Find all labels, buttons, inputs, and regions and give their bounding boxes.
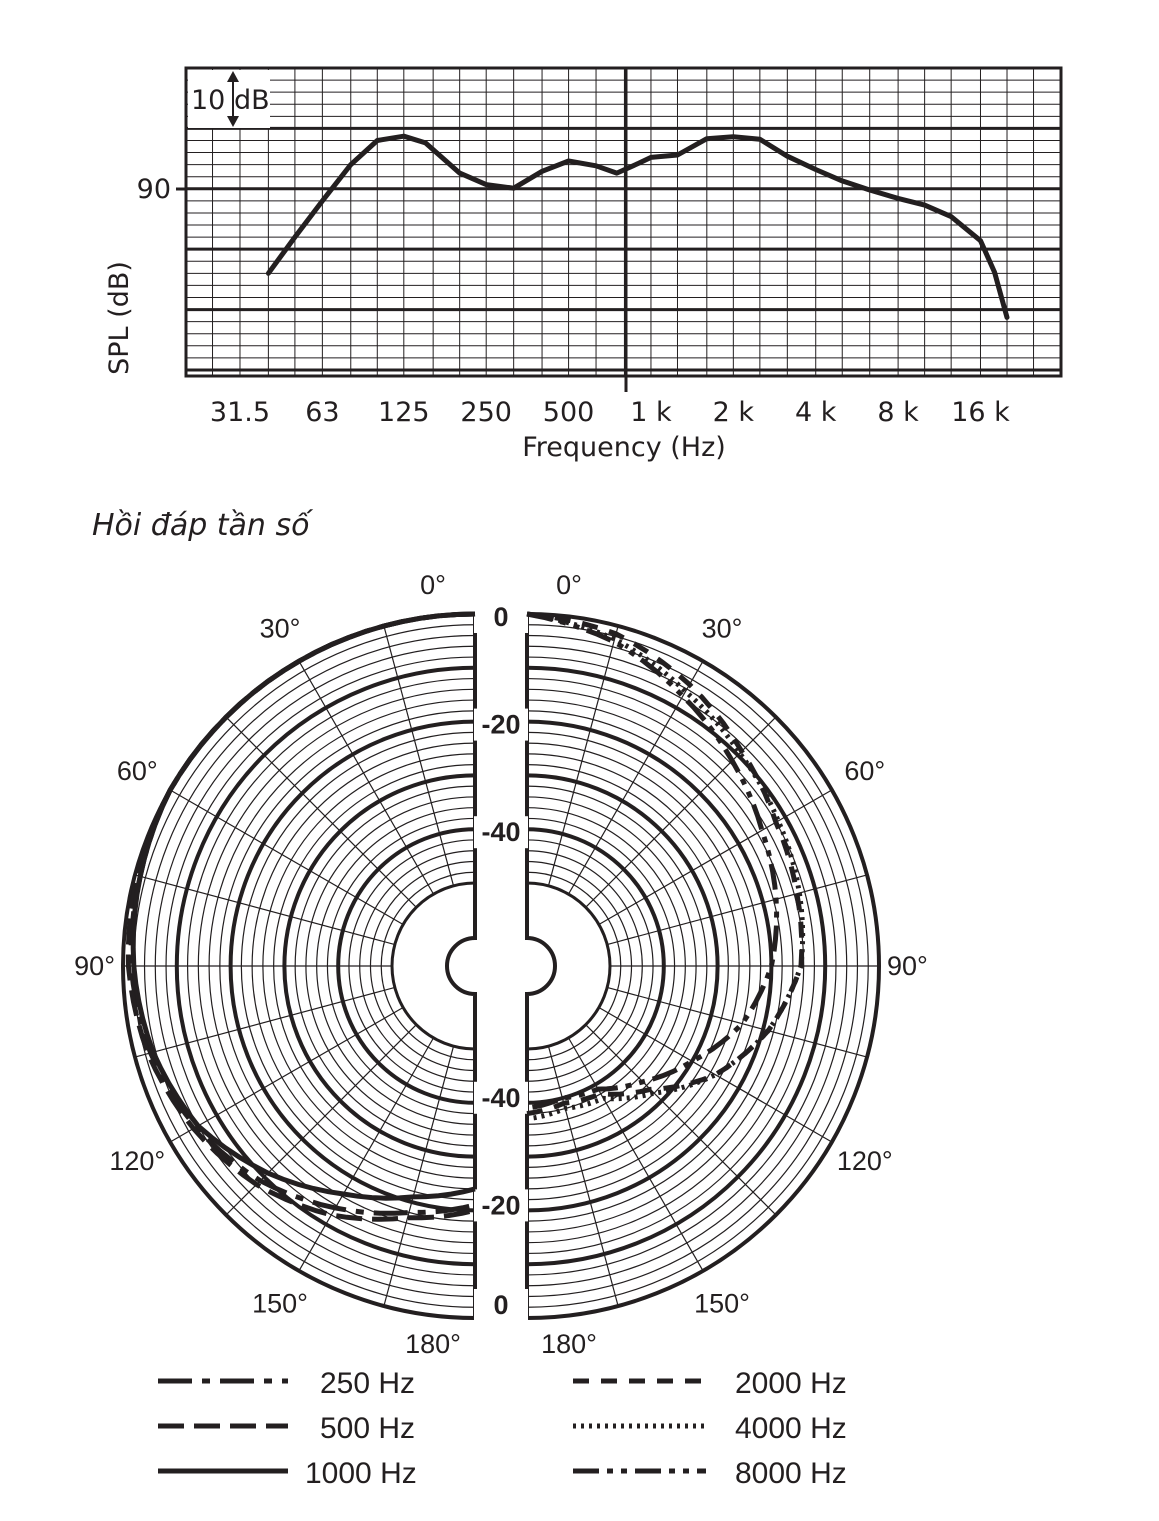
legend-label: 4000 Hz (735, 1412, 847, 1445)
legend-label: 8000 Hz (735, 1457, 847, 1490)
x-tick-label: 250 (460, 397, 512, 428)
x-tick-label: 4 k (795, 397, 837, 428)
polar-pattern-chart (74, 570, 928, 1359)
legend (158, 1367, 847, 1490)
angle-label: 60° (116, 756, 158, 786)
angle-spoke (226, 717, 416, 907)
x-tick-label: 31.5 (209, 397, 271, 428)
x-tick-label: 2 k (712, 397, 755, 428)
radial-label: -40 (481, 817, 521, 848)
angle-label: 0° (556, 570, 582, 600)
legend-label: 500 Hz (320, 1412, 416, 1445)
x-tick-label: 63 (305, 397, 340, 428)
angle-label: 150° (694, 1288, 750, 1319)
scale-label: 10 dB (191, 85, 270, 116)
angle-label: 90° (74, 951, 115, 981)
frequency-plot-frame (186, 68, 1061, 376)
inner-boundary (527, 883, 610, 1049)
angle-label: 30° (701, 613, 743, 644)
y-tick-label-90: 90 (136, 174, 171, 205)
angle-spoke (586, 717, 776, 907)
frequency-response-chart (104, 68, 1061, 463)
angle-label: 120° (109, 1146, 166, 1176)
legend-item (573, 1412, 847, 1445)
x-tick-label: 500 (542, 397, 595, 428)
legend-item (158, 1457, 417, 1490)
y-axis-label: SPL (dB) (104, 261, 135, 375)
center-edge (527, 614, 555, 1318)
angle-label: 0° (420, 570, 446, 600)
angle-label: 30° (259, 613, 301, 644)
angle-spoke (226, 1025, 416, 1215)
angle-label: 180° (541, 1329, 597, 1359)
legend-item (158, 1367, 415, 1400)
inner-boundary (392, 883, 475, 1049)
x-tick-labels (210, 397, 1010, 428)
radial-label: 0 (493, 602, 509, 632)
angle-label: 60° (844, 756, 886, 786)
radial-label: 0 (493, 1290, 509, 1320)
radial-label: -20 (481, 1190, 521, 1221)
legend-label: 250 Hz (320, 1367, 416, 1400)
legend-label: 2000 Hz (735, 1367, 847, 1400)
angle-label: 90° (887, 951, 928, 981)
legend-label: 1000 Hz (305, 1457, 417, 1490)
figure-caption: Hồi đáp tần số (92, 508, 310, 543)
angle-label: 150° (252, 1288, 308, 1319)
x-tick-label: 125 (378, 397, 430, 428)
x-tick-label: 8 k (877, 397, 919, 428)
x-tick-label: 1 k (630, 397, 672, 428)
frequency-grid (186, 68, 1061, 376)
polar-curves (128, 614, 802, 1219)
radial-label: -40 (481, 1082, 521, 1113)
angle-label: 180° (405, 1329, 461, 1359)
x-axis-label: Frequency (Hz) (522, 432, 726, 463)
legend-item (158, 1412, 415, 1445)
x-tick-label: 16 k (951, 397, 1010, 428)
angle-label: 120° (836, 1146, 893, 1176)
legend-item (573, 1457, 847, 1490)
frequency-response-curve (268, 136, 1007, 317)
legend-item (573, 1367, 847, 1400)
radial-label: -20 (481, 709, 521, 740)
